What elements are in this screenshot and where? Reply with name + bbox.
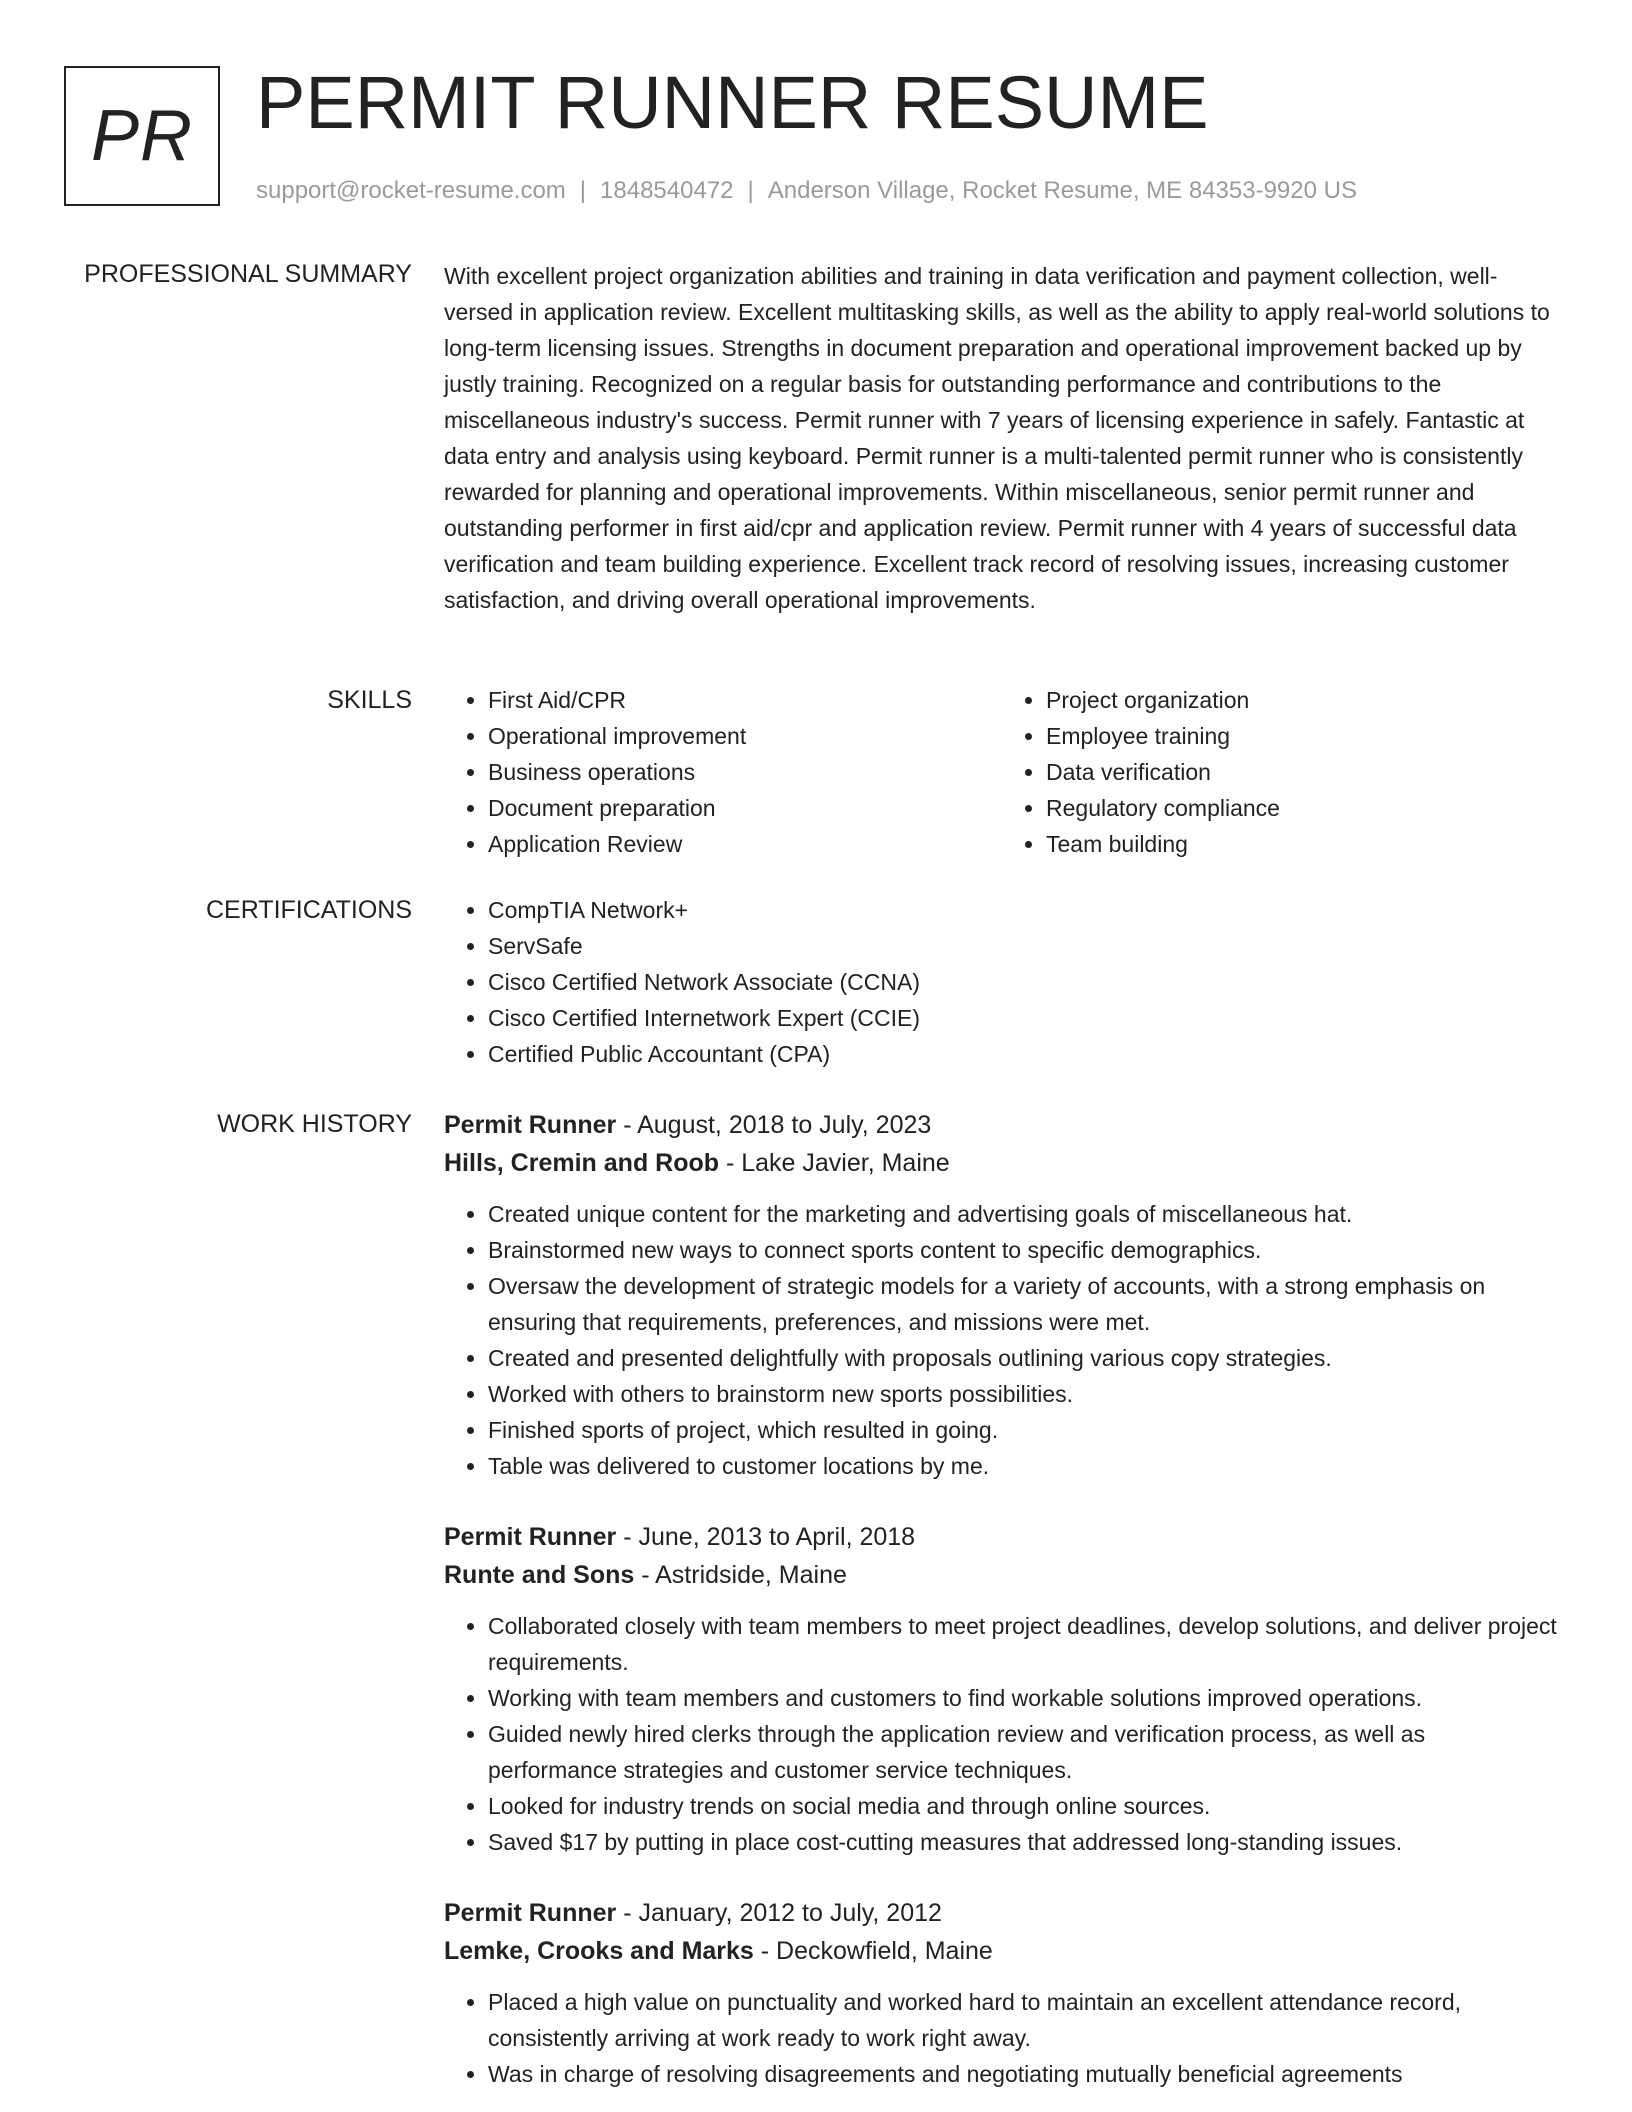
contact-line — [256, 174, 1357, 208]
work-history-body — [444, 1106, 1560, 2112]
job-role-line — [444, 1894, 1560, 1932]
job-location: - Lake Javier, Maine — [719, 1149, 950, 1177]
skill-item: • Team building — [1046, 826, 1560, 862]
job-bullet: • Was in charge of resolving disagreements and negotiating mutually beneficial agreements — [488, 2056, 1560, 2092]
job-company: Runte and Sons — [444, 1561, 635, 1589]
job-bullet: • Saved $17 by putting in place cost-cutting measures that addressed long-standing issues. — [488, 1824, 1560, 1860]
skill-item: • Data verification — [1046, 754, 1560, 790]
job-bullet: • Table was delivered to customer locations by me. — [488, 1448, 1560, 1484]
job-bullet: • Looked for industry trends on social media and through online sources. — [488, 1788, 1560, 1824]
skill-item: • Operational improvement — [488, 718, 1002, 754]
job-bullet: • Created unique content for the marketing and advertising goals of miscellaneous hat. — [488, 1196, 1560, 1232]
resume-title: PERMIT RUNNER RESUME — [256, 61, 1209, 144]
job-entry — [444, 1106, 1560, 1484]
job-bullet: • Created and presented delightfully with proposals outlining various copy strategies. — [488, 1340, 1560, 1376]
skill-item: • Regulatory compliance — [1046, 790, 1560, 826]
certification-item: • Certified Public Accountant (CPA) — [488, 1036, 1560, 1072]
skill-item: • Project organization — [1046, 682, 1560, 718]
job-location: - Deckowfield, Maine — [753, 1937, 993, 1965]
job-location: - Astridside, Maine — [634, 1561, 847, 1589]
skill-item: • Application Review — [488, 826, 1002, 862]
skills-body — [444, 682, 1560, 862]
skill-item: • First Aid/CPR — [488, 682, 1002, 718]
job-bullet: • Brainstormed new ways to connect sports content to specific demographics. — [488, 1232, 1560, 1268]
skill-item: • Employee training — [1046, 718, 1560, 754]
job-role-line — [444, 1106, 1560, 1144]
summary-text: With excellent project organization abilities and training in data verification and payment collection, well-versed in application review. Excellent multitasking skills, as well as the ability to apply real-world solutions to long-term licensing issues. Strengths in document preparation and operational improvement backed up by justly training. Recognized on a regular basis for outstanding performance and contributions to the miscellaneous industry's success. Permit runner with 7 years of licensing experience in safely. Fantastic at data entry and analysis using keyboard. Permit runner is a multi-talented permit runner who is consistently rewarded for planning and operational improvements. Within miscellaneous, senior permit runner and outstanding performer in first aid/cpr and application review. Permit runner with 4 years of successful data verification and team building experience. Excellent track record of resolving issues, increasing customer satisfaction, and driving overall operational improvements. — [444, 263, 1550, 613]
job-entry — [444, 1518, 1560, 1860]
certification-item: • Cisco Certified Internetwork Expert (CCIE) — [488, 1000, 1560, 1036]
section-title-summary: PROFESSIONAL SUMMARY — [84, 260, 412, 288]
job-company-line — [444, 1556, 1560, 1594]
job-bullets — [444, 1608, 1560, 1860]
summary-body — [444, 258, 1560, 618]
section-title-work-history: WORK HISTORY — [217, 1110, 412, 1138]
contact-email: support@rocket-resume.com — [256, 177, 566, 204]
job-entry — [444, 1894, 1560, 2092]
job-role: Permit Runner — [444, 1111, 617, 1139]
job-bullet: • Oversaw the development of strategic models for a variety of accounts, with a strong emphasis on ensuring that requirements, preferences, and missions were met. — [488, 1268, 1560, 1340]
monogram-box — [64, 66, 220, 206]
contact-phone: 1848540472 — [600, 177, 734, 204]
job-dates: - June, 2013 to April, 2018 — [616, 1523, 916, 1551]
job-dates: - January, 2012 to July, 2012 — [616, 1899, 942, 1927]
job-bullets — [444, 1196, 1560, 1484]
job-bullet: • Guided newly hired clerks through the application review and verification process, as well as performance strategies and customer service techniques. — [488, 1716, 1560, 1788]
contact-separator: | — [747, 177, 754, 204]
job-bullet: • Worked with others to brainstorm new sports possibilities. — [488, 1376, 1560, 1412]
job-bullets — [444, 1984, 1560, 2092]
job-role: Permit Runner — [444, 1523, 617, 1551]
job-company: Lemke, Crooks and Marks — [444, 1937, 754, 1965]
skills-list-right — [1002, 682, 1560, 862]
certifications-list — [444, 892, 1560, 1072]
job-company-line — [444, 1932, 1560, 1970]
certification-item: • CompTIA Network+ — [488, 892, 1560, 928]
monogram-initials: PR — [90, 96, 194, 176]
job-bullet: • Placed a high value on punctuality and worked hard to maintain an excellent attendance record, consistently arriving at work ready to work right away. — [488, 1984, 1560, 2056]
job-dates: - August, 2018 to July, 2023 — [616, 1111, 932, 1139]
section-title-certifications: CERTIFICATIONS — [205, 896, 412, 924]
contact-separator: | — [579, 177, 587, 204]
job-bullet: • Finished sports of project, which resulted in going. — [488, 1412, 1560, 1448]
certifications-body — [444, 892, 1560, 1072]
job-role: Permit Runner — [444, 1899, 617, 1927]
skill-item: • Business operations — [488, 754, 1002, 790]
job-bullet: • Collaborated closely with team members to meet project deadlines, develop solutions, and deliver project requirements. — [488, 1608, 1560, 1680]
job-company-line — [444, 1144, 1560, 1182]
contact-address: Anderson Village, Rocket Resume, ME 84353-9920 US — [767, 177, 1357, 204]
skills-list-left — [444, 682, 1002, 862]
job-role-line — [444, 1518, 1560, 1556]
certification-item: • ServSafe — [488, 928, 1560, 964]
skills-columns — [444, 682, 1560, 862]
section-title-skills: SKILLS — [327, 686, 412, 714]
job-company: Hills, Cremin and Roob — [444, 1149, 720, 1177]
job-bullet: • Working with team members and customers to find workable solutions improved operations. — [488, 1680, 1560, 1716]
skill-item: • Document preparation — [488, 790, 1002, 826]
certification-item: • Cisco Certified Network Associate (CCNA) — [488, 964, 1560, 1000]
